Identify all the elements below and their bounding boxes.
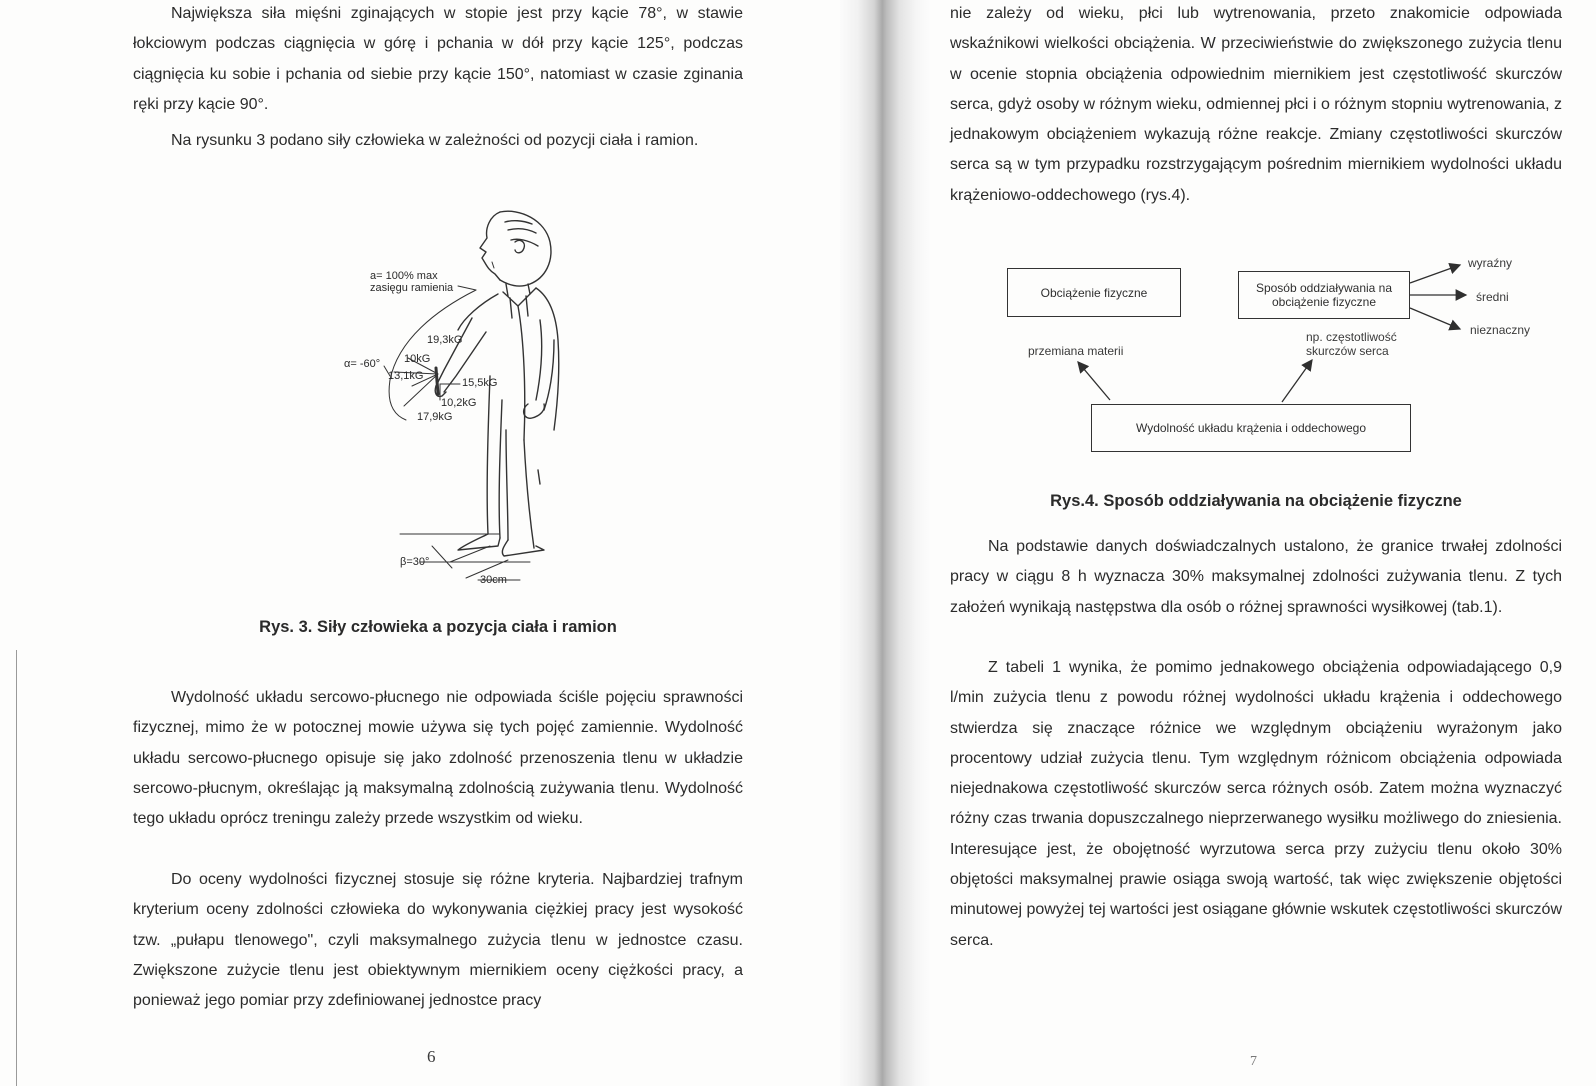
- output-pronounced: wyraźny: [1468, 256, 1513, 270]
- left-paragraph-4: Do oceny wydolności fizycznej stosuje się różne kryteria. Najbardziej trafnym kryterium oceny zdolności człowieka do wykonywania ciężkiej pracy jest wysokość tzw. „pułapu tlenowego", czyli maksymalnego zużycia tlenu w jednostce czasu. Zwiększone zużycie tlenu jest obiektywnym miernikiem oceny ciężkości pracy, a ponieważ jego pomiar przy zdefiniowanej jednostce pracy: [133, 871, 743, 1010]
- fig3-distance-label: 30cm: [480, 574, 507, 586]
- right-paragraph-1: nie zależy od wieku, płci lub wytrenowania, przeto znakomicie odpowiada wskaźnikowi wielkości obciążenia. W przeciwieństwie do zwiększonego zużycia tlenu w ocenie stopnia obciążenia odpowiednim miernikiem jest częstotliwość skurczów serca, gdyż osoby w różnym wieku, odmiennej płci i o różnym stopniu wytrenowania, z jednakowym obciążeniem wykazują różne reakcje. Zmiany częstotliwości skurczów serca są w tym przypadku rozstrzygającym pośrednim miernikiem wydolności układu krążeniowo-oddechowego (rys.4).: [950, 5, 1562, 204]
- figure-3-caption: Rys. 3. Siły człowieka a pozycja ciała i ramion: [259, 618, 617, 636]
- page-number-left: 6: [427, 1047, 436, 1066]
- output-medium: średni: [1476, 290, 1509, 304]
- fig3-force-10: 10kG: [404, 353, 431, 365]
- box-mode-of-action: Sposób oddziaływania na obciążenie fizyczne: [1238, 271, 1410, 319]
- right-paragraph-3: Z tabeli 1 wynika, że pomimo jednakowego obciążenia odpowiadającego 0,9 l/min zużycia tlenu z powodu różnej wydolności układu krążenia i oddechowego stwierdza się znaczące różnice we względnym obciążeniu wyrażonym jako procentowy udział zużycia tlenu. Tym względnym różnicom obciążenia odpowiada niejednakowa częstotliwość skurczów serca różnych osób. Zatem można wyznaczyć różny czas trwania dopuszczalnego nieprzerwanego wysiłku możliwego do zniesienia. Interesujące jest, że obojętność wyrzutowa serca przy zużyciu tlenu około 30% objętości maksymalnej prawie osiąga swoją wartość, tak więc zwiększenie objętości minutowej powyżej tej wartości jest osiągane głównie wskutek częstotliwości skurczów serca.: [950, 659, 1562, 949]
- fig3-alpha-label: α= -60°: [344, 358, 381, 370]
- left-paragraph-3: Wydolność układu sercowo-płucnego nie odpowiada ściśle pojęciu sprawności fizycznej, mimo że w potocznej mowie używa się tych pojęć zamiennie. Wydolność układu sercowo-płucnego opisuje się jako zdolność przenoszenia tlenu w układzie sercowo-płucnym, określając ją maksymalną zdolnością zużywania tlenu. Wydolność tego układu oprócz treningu zależy przede wszystkim od wieku.: [133, 689, 743, 828]
- left-paragraph-2: Na rysunku 3 podano siły człowieka w zależności od pozycji ciała i ramion.: [171, 132, 699, 149]
- fig3-force-13-1: 13,1kG: [388, 370, 424, 382]
- page-number-right: 7: [1250, 1054, 1257, 1069]
- fig3-force-19-3: 19,3kG: [427, 334, 463, 346]
- box-physical-load: Obciążenie fizyczne: [1007, 268, 1181, 317]
- output-slight: nieznaczny: [1470, 323, 1531, 337]
- fig3-force-17-9: 17,9kG: [417, 411, 453, 423]
- page-edge-line: [16, 650, 17, 1086]
- fig3-force-15-5: 15,5kG: [462, 377, 498, 389]
- box-cardio-capacity: Wydolność układu krążenia i oddechowego: [1091, 404, 1411, 452]
- fig3-beta-label: β=30°: [400, 556, 430, 568]
- label-heart-rate: np. częstotliwość skurczów serca: [1306, 330, 1397, 358]
- figure-4-caption: Rys.4. Sposób oddziaływania na obciążenie fizyczne: [1050, 492, 1462, 510]
- book-gutter: [840, 0, 930, 1086]
- fig3-force-10-2: 10,2kG: [441, 397, 477, 409]
- fig3-reach-label: a= 100% max: [370, 270, 438, 282]
- fig3-reach-label-2: zasięgu ramienia: [370, 282, 454, 294]
- left-paragraph-1: Największa siła mięśni zginających w stopie jest przy kącie 78°, w stawie łokciowym podczas ciągnięcia w górę i pchania w dół przy kącie 125°, podczas ciągnięcia ku sobie i pchania od siebie przy kącie 150°, natomiast w czasie zginania ręki przy kącie 90°.: [133, 5, 743, 113]
- label-metabolism: przemiana materii: [1028, 344, 1124, 358]
- right-paragraph-2: Na podstawie danych doświadczalnych ustalono, że granice trwałej zdolności pracy w ciągu 8 h wyznacza 30% maksymalnej zdolności zużywania tlenu. Z tych założeń wynikają następstwa dla osób o różnej sprawności wysiłkowej (tab.1).: [950, 538, 1562, 616]
